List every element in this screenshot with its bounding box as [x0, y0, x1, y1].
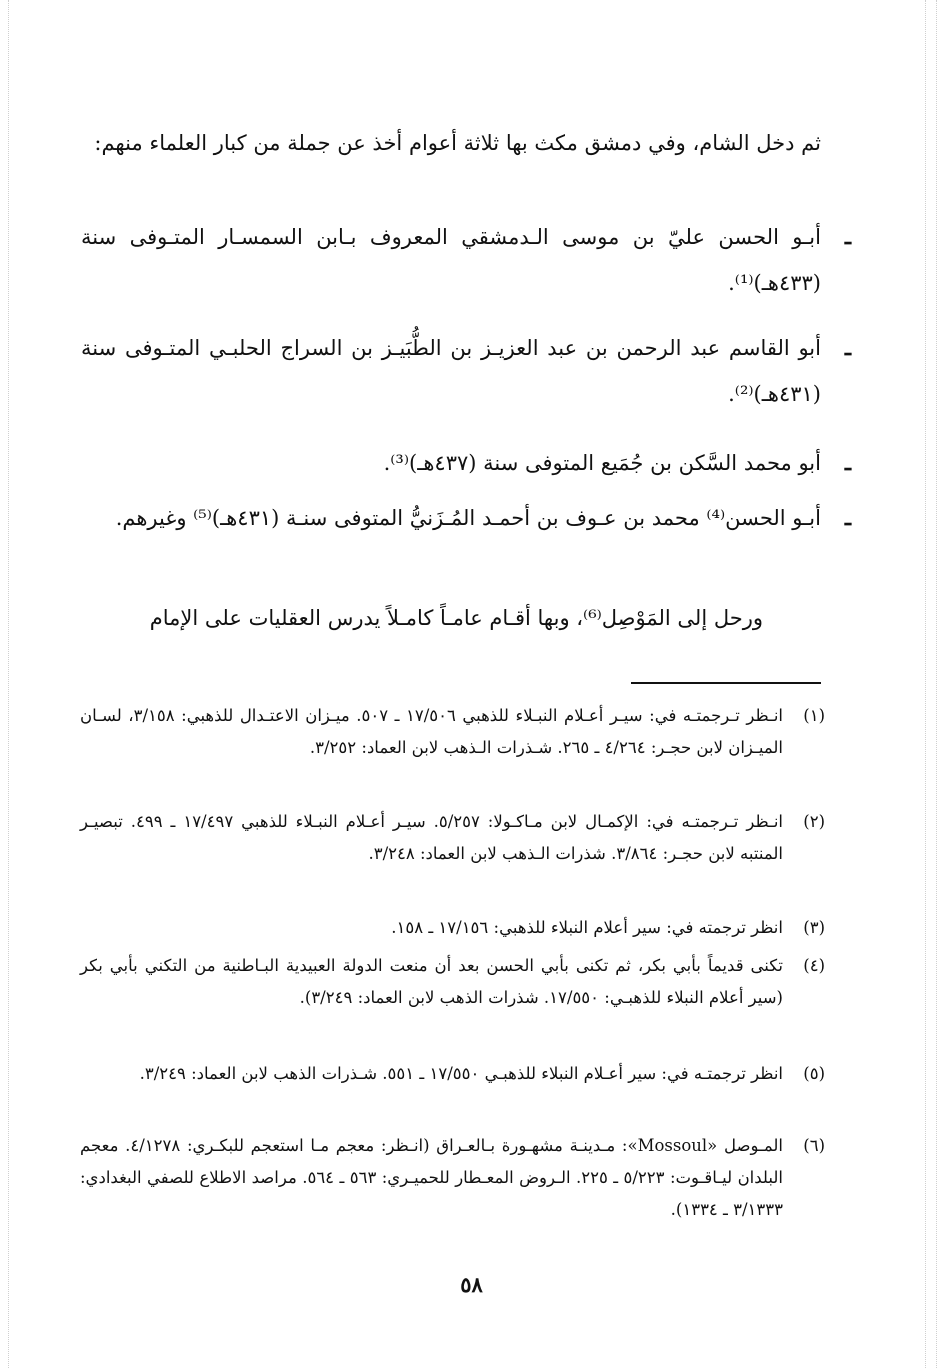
footnote	[80, 700, 825, 764]
scholar-item-text: أبـو الحسن⁽⁴⁾ محمد بن عـوف بن أحمـد المُـزَنيُّ المتوفى سنـة (٤٣١هـ)⁽⁵⁾ وغيرهم.	[115, 506, 821, 530]
footnote	[80, 1130, 825, 1226]
scan-artifact-line	[8, 0, 9, 1368]
scholar-item-text: أبو محمد السَّكن بن جُمَيع المتوفى سنة (٤٣٧هـ)⁽³⁾.	[383, 451, 821, 475]
footnote	[80, 1058, 825, 1090]
item-dash: ـ	[844, 224, 851, 249]
footnote-number: (٢)	[803, 812, 825, 831]
footnote-text: تكنى قديماً بأبي بكر، ثم تكنى بأبي الحسن بعد أن منعت الدولة العبيدية البـاطنية من التكني بأبي بكر (سير أعلام النبلاء للذهبـي: ١٧/٥٥٠. شذرات الذهب لابن العماد: ٣/٢٤٩).	[80, 956, 783, 1007]
scholar-item	[81, 214, 851, 306]
footnote-text: انظر ترجمته في: سير أعلام النبلاء للذهبي: ١٧/١٥٦ ـ ١٥٨.	[391, 918, 783, 937]
footnote-number: (١)	[803, 706, 825, 725]
footnote-text: انـظر تـرجمتـه في: سيـر أعـلام النبـلاء للذهبي ١٧/٥٠٦ ـ ٥٠٧. ميـزان الاعتـدال للذهبي: ٣/١٥٨، لسـان الميـزان لابن حجـر: ٤/٢٦٤ ـ ٢٦٥. شـذرات الـذهب لابن العماد: ٣/٢٥٢.	[80, 706, 784, 757]
scholar-item-text: أبو القاسم عبد الرحمن بن عبد العزيـز بن الطُّبَيـز بن السراج الحلبـي المتـوفى سنة (٤٣١هـ)⁽²⁾.	[81, 336, 821, 406]
footnote-text: انظر ترجمتـه في: سير أعـلام النبلاء للذهبـي ١٧/٥٥٠ ـ ٥٥١. شـذرات الذهب لابن العماد: ٣/٢٤٩.	[139, 1064, 783, 1083]
scholar-item	[81, 495, 851, 541]
scan-artifact-line	[925, 0, 926, 1368]
scholar-item	[81, 325, 851, 417]
footnote	[80, 806, 825, 870]
intro-paragraph: ثم دخل الشام، وفي دمشق مكث بها ثلاثة أعوام أخذ عن جملة من كبار العلماء منهم:	[94, 131, 821, 155]
footnote	[80, 950, 825, 1014]
footnote-number: (٦)	[803, 1136, 825, 1155]
scholar-item	[81, 440, 851, 486]
closing-paragraph: ورحل إلى المَوْصِل⁽⁶⁾، وبها أقـام عامـاً كامـلاً يدرس العقليات على الإمام	[149, 606, 763, 630]
footnote-number: (٣)	[803, 918, 825, 937]
footnote-text: المـوصل «Mossoul»: مـدينـة مشهـورة بـالعـراق (انـظر: معجم مـا استعجم للبكـري: ٤/١٢٧٨. معجم البلدان ليـاقـوت: ٥/٢٢٣ ـ ٢٢٥. الـروض المعـطار للحميـري: ٥٦٣ ـ ٥٦٤. مراصد الاطلاع للصفي البغدادي: ٣/١٣٣٣ ـ ١٣٣٤).	[80, 1136, 783, 1219]
scan-artifact-line	[936, 0, 937, 1368]
page-number: ٥٨	[460, 1272, 483, 1297]
footnote-text: انـظر تـرجمتـه في: الإكمـال لابن مـاكـولا: ٥/٢٥٧. سيـر أعـلام النبـلاء للذهبي ١٧/٤٩٧ ـ ٤٩٩. تبصيـر المنتبه لابن حجـر: ٣/٨٦٤. شذرات الـذهب لابن العماد: ٣/٢٤٨.	[80, 812, 783, 863]
footnote	[80, 912, 825, 944]
item-dash: ـ	[844, 335, 851, 360]
footnote-number: (٤)	[803, 956, 825, 975]
item-dash: ـ	[844, 505, 851, 530]
footnote-separator	[631, 682, 821, 684]
scholar-item-text: أبـو الحسن عليّ بن موسى الـدمشقي المعروف بـابن السمسـار المتـوفى سنة (٤٣٣هـ)⁽¹⁾.	[81, 225, 821, 295]
footnote-number: (٥)	[803, 1064, 825, 1083]
item-dash: ـ	[844, 450, 851, 475]
